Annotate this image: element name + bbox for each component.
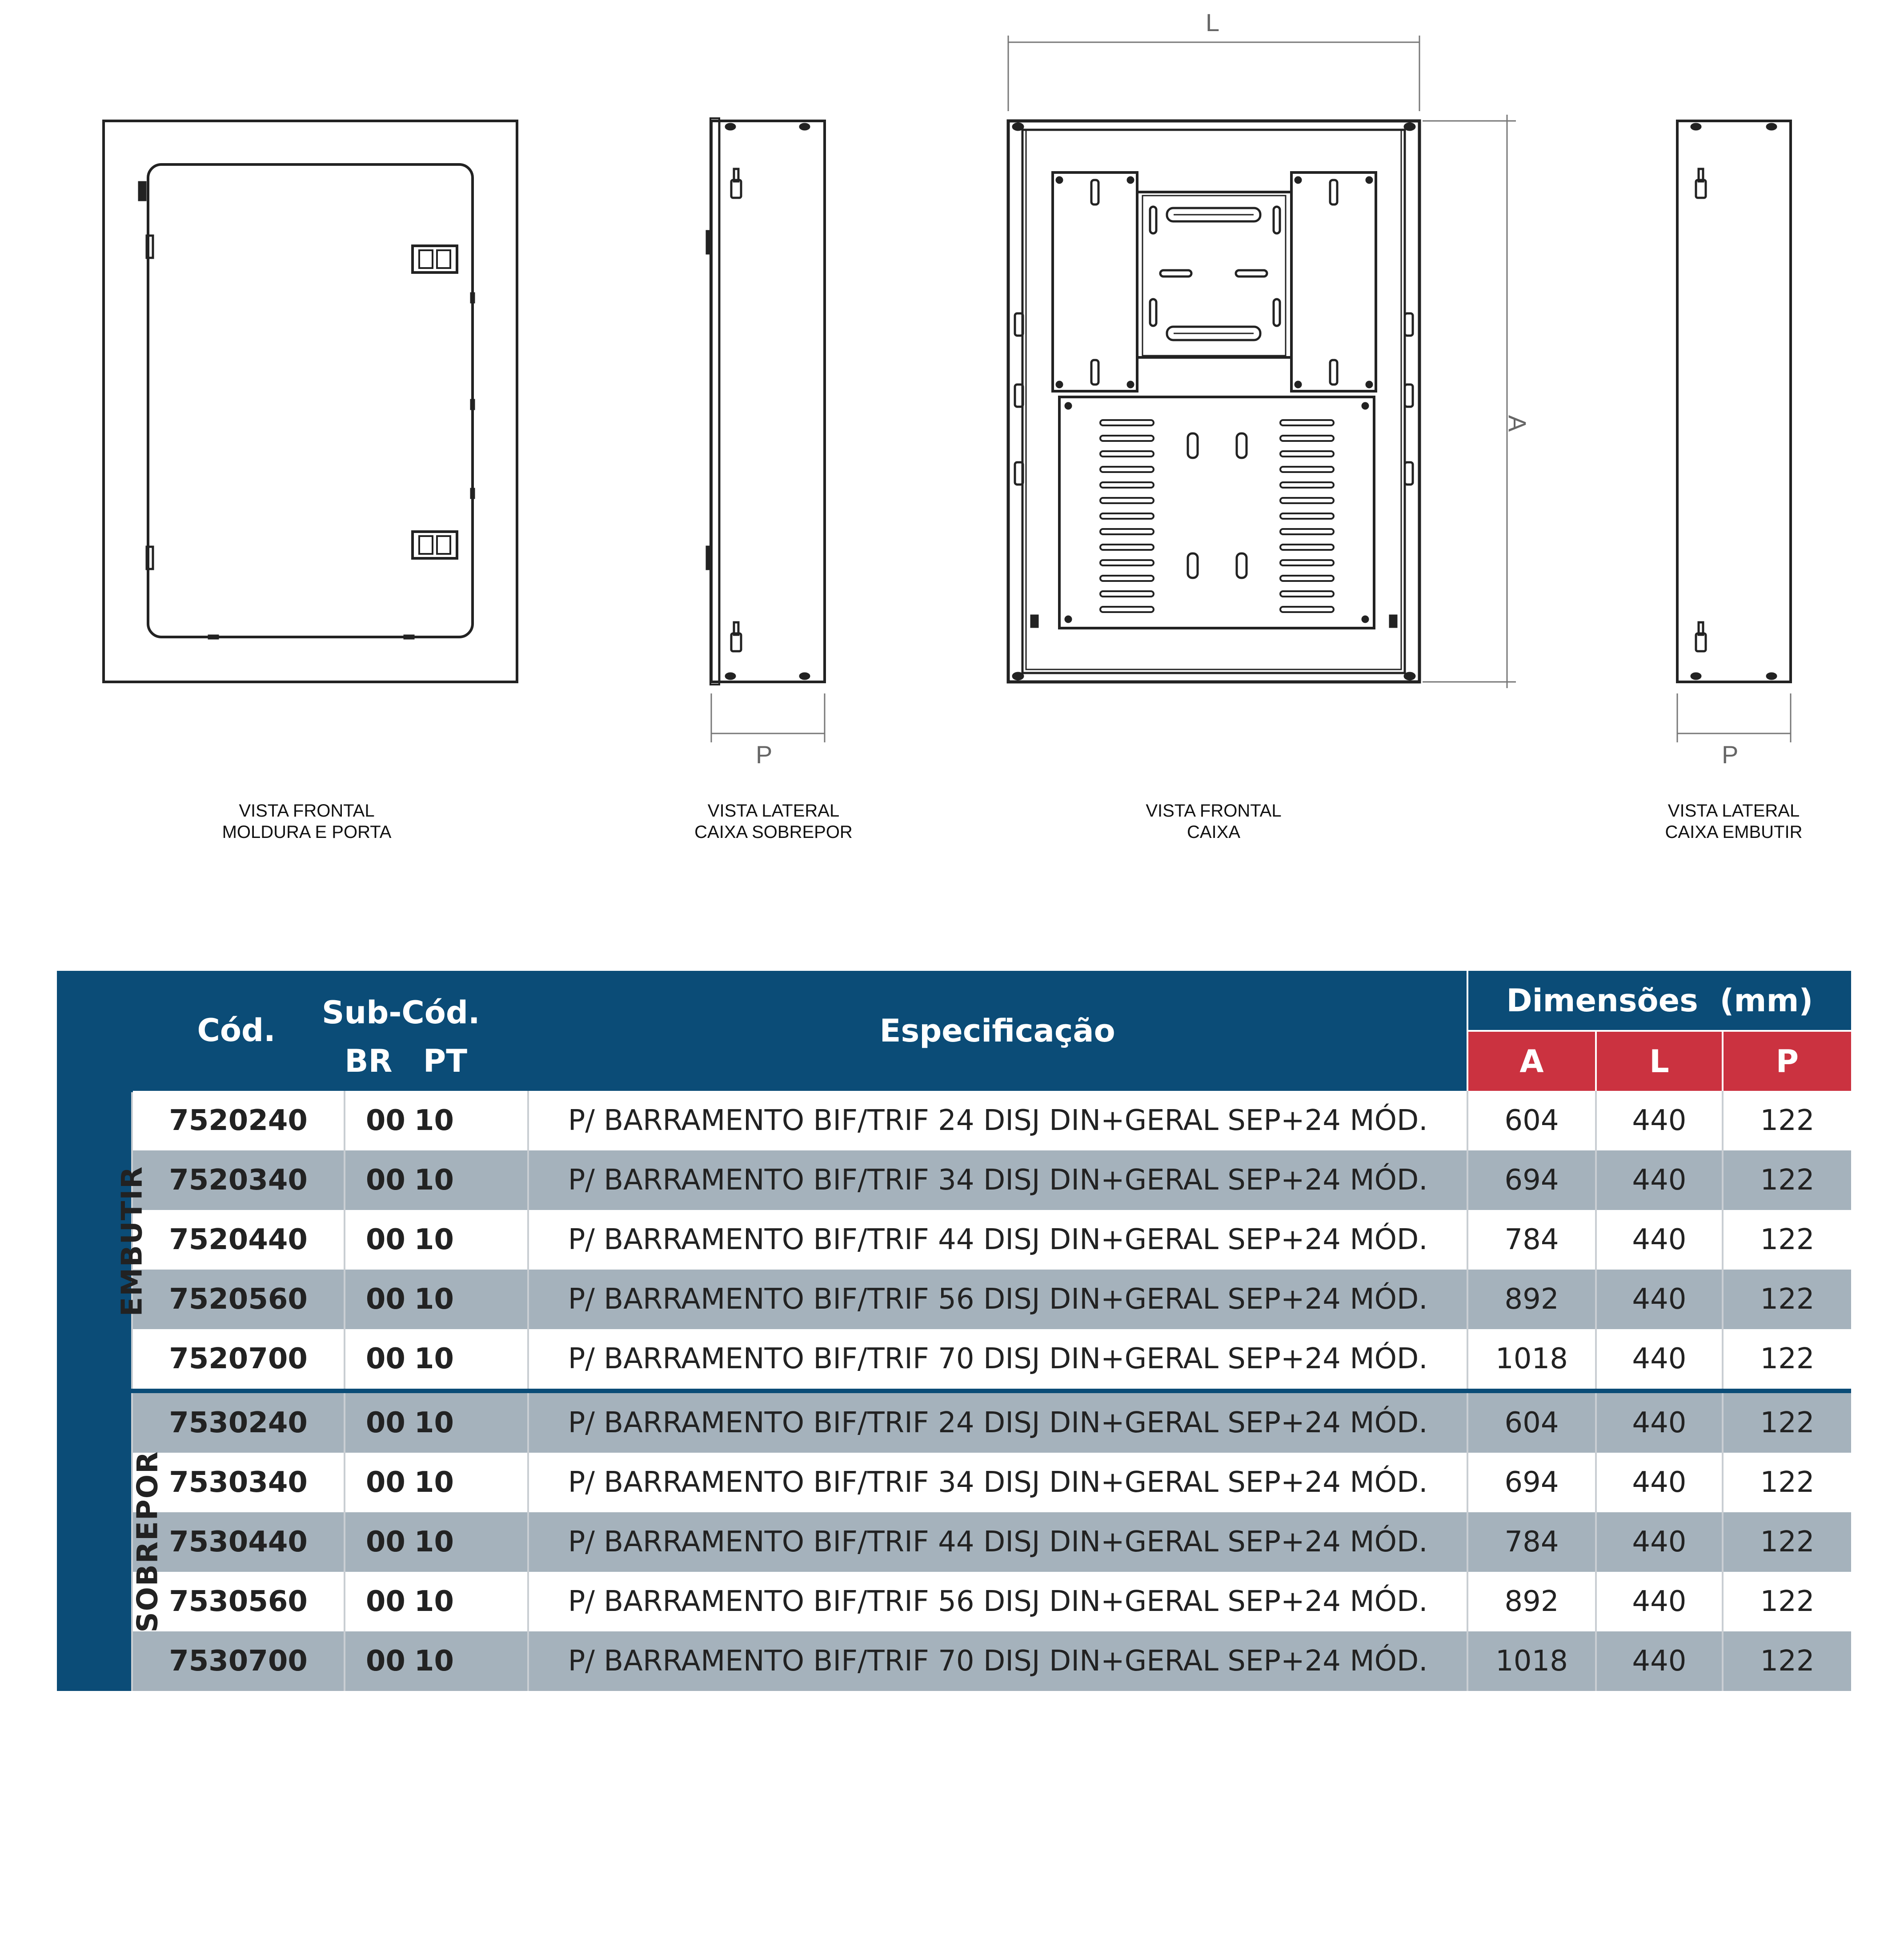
cell-dim-a: 892 (1467, 1572, 1596, 1631)
cell-dim-p: 122 (1723, 1329, 1851, 1391)
perforation-slot (1280, 576, 1334, 581)
cell-cod: 7520340 (132, 1150, 345, 1210)
perforation-slot (1100, 576, 1154, 581)
cell-spec: P/ BARRAMENTO BIF/TRIF 56 DISJ DIN+GERAL SEP+24 MÓD. (528, 1270, 1467, 1329)
cell-dim-a: 784 (1467, 1512, 1596, 1572)
caption-front-frame: VISTA FRONTAL MOLDURA E PORTA (222, 801, 392, 842)
group-label-sobrepor: SOBREPOR (57, 1391, 132, 1691)
perforation-slot (1100, 529, 1154, 534)
header-pt: PT (414, 1031, 528, 1091)
caption-side-surface: VISTA LATERAL CAIXA SOBREPOR (694, 801, 853, 842)
cell-dim-l: 440 (1596, 1210, 1723, 1270)
cell-pt: 10 (414, 1329, 528, 1391)
header-p: P (1723, 1031, 1851, 1091)
cell-cod: 7530240 (132, 1391, 345, 1453)
cell-br: 00 (345, 1150, 414, 1210)
front-box-drawing (1008, 36, 1516, 688)
dimension-a-label: A (1503, 415, 1532, 432)
cell-dim-p: 122 (1723, 1631, 1851, 1691)
cell-pt: 10 (414, 1091, 528, 1150)
table-row (57, 1091, 1851, 1150)
table-row (57, 1631, 1851, 1691)
perforation-slot (1280, 607, 1334, 612)
cell-pt: 10 (414, 1150, 528, 1210)
cell-cod: 7520560 (132, 1270, 345, 1329)
cell-spec: P/ BARRAMENTO BIF/TRIF 44 DISJ DIN+GERAL SEP+24 MÓD. (528, 1512, 1467, 1572)
perforation-slot (1280, 482, 1334, 488)
group-label-embutir: EMBUTIR (57, 1091, 132, 1391)
header-cod: Cód. (57, 971, 345, 1091)
cell-dim-l: 440 (1596, 1091, 1723, 1150)
perforation-slot (1100, 591, 1154, 597)
cell-pt: 10 (414, 1391, 528, 1453)
cell-dim-p: 122 (1723, 1391, 1851, 1453)
cell-br: 00 (345, 1512, 414, 1572)
cell-dim-l: 440 (1596, 1572, 1723, 1631)
cell-dim-a: 1018 (1467, 1631, 1596, 1691)
header-sub-cod: Sub-Cód. (345, 971, 528, 1031)
cell-br: 00 (345, 1391, 414, 1453)
cell-dim-l: 440 (1596, 1270, 1723, 1329)
cell-dim-p: 122 (1723, 1572, 1851, 1631)
cell-pt: 10 (414, 1210, 528, 1270)
perforation-slot (1100, 560, 1154, 565)
perforation-slot (1280, 545, 1334, 550)
cell-dim-l: 440 (1596, 1631, 1723, 1691)
perforation-slot (1100, 451, 1154, 457)
cell-dim-p: 122 (1723, 1270, 1851, 1329)
cell-br: 00 (345, 1631, 414, 1691)
front-frame-door-drawing (104, 121, 517, 682)
cell-spec: P/ BARRAMENTO BIF/TRIF 70 DISJ DIN+GERAL SEP+24 MÓD. (528, 1631, 1467, 1691)
perforation-slot (1100, 607, 1154, 612)
cell-pt: 10 (414, 1270, 528, 1329)
header-dimensoes: Dimensões (mm) (1467, 971, 1851, 1031)
cell-dim-a: 694 (1467, 1453, 1596, 1512)
cell-pt: 10 (414, 1631, 528, 1691)
cell-dim-a: 604 (1467, 1391, 1596, 1453)
perforation-slot (1280, 467, 1334, 472)
cell-dim-a: 784 (1467, 1210, 1596, 1270)
cell-dim-l: 440 (1596, 1150, 1723, 1210)
cell-dim-a: 1018 (1467, 1329, 1596, 1391)
technical-drawings (0, 0, 1904, 889)
table-row (57, 1453, 1851, 1512)
header-br: BR (345, 1031, 414, 1091)
cell-pt: 10 (414, 1453, 528, 1512)
perforation-slot (1280, 436, 1334, 441)
perforation-slot (1280, 451, 1334, 457)
cell-pt: 10 (414, 1512, 528, 1572)
cell-spec: P/ BARRAMENTO BIF/TRIF 34 DISJ DIN+GERAL SEP+24 MÓD. (528, 1453, 1467, 1512)
cell-cod: 7520700 (132, 1329, 345, 1391)
perforation-slot (1100, 498, 1154, 503)
cell-br: 00 (345, 1210, 414, 1270)
cell-dim-p: 122 (1723, 1150, 1851, 1210)
cell-cod: 7530700 (132, 1631, 345, 1691)
perforation-slot (1280, 560, 1334, 565)
cell-cod: 7520440 (132, 1210, 345, 1270)
header-l: L (1596, 1031, 1723, 1091)
cell-spec: P/ BARRAMENTO BIF/TRIF 44 DISJ DIN+GERAL SEP+24 MÓD. (528, 1210, 1467, 1270)
table-row (57, 1391, 1851, 1453)
perforation-slot (1100, 420, 1154, 425)
cell-dim-a: 892 (1467, 1270, 1596, 1329)
cell-spec: P/ BARRAMENTO BIF/TRIF 24 DISJ DIN+GERAL SEP+24 MÓD. (528, 1391, 1467, 1453)
caption-front-box: VISTA FRONTAL CAIXA (1146, 801, 1282, 842)
table-row (57, 1512, 1851, 1572)
specification-table (57, 971, 1851, 1691)
cell-cod: 7520240 (132, 1091, 345, 1150)
cell-dim-l: 440 (1596, 1512, 1723, 1572)
header-especificacao: Especificação (528, 971, 1467, 1091)
cell-dim-l: 440 (1596, 1391, 1723, 1453)
perforation-slot (1100, 513, 1154, 519)
cell-dim-p: 122 (1723, 1091, 1851, 1150)
header-a: A (1467, 1031, 1596, 1091)
caption-side-flush: VISTA LATERAL CAIXA EMBUTIR (1665, 801, 1803, 842)
side-flush-box-drawing (1677, 121, 1791, 742)
perforation-slot (1100, 467, 1154, 472)
table-row (57, 1572, 1851, 1631)
cell-spec: P/ BARRAMENTO BIF/TRIF 70 DISJ DIN+GERAL SEP+24 MÓD. (528, 1329, 1467, 1391)
cell-br: 00 (345, 1453, 414, 1512)
cell-dim-l: 440 (1596, 1453, 1723, 1512)
cell-dim-p: 122 (1723, 1210, 1851, 1270)
cell-dim-p: 122 (1723, 1512, 1851, 1572)
cell-br: 00 (345, 1270, 414, 1329)
perforation-slot (1100, 545, 1154, 550)
cell-cod: 7530440 (132, 1512, 345, 1572)
perforation-slot (1100, 482, 1154, 488)
cell-dim-a: 604 (1467, 1091, 1596, 1150)
dimension-p-label-flush: P (1722, 741, 1739, 769)
perforation-slot (1280, 591, 1334, 597)
perforation-slot (1280, 498, 1334, 503)
cell-br: 00 (345, 1329, 414, 1391)
cell-dim-l: 440 (1596, 1329, 1723, 1391)
cell-br: 00 (345, 1091, 414, 1150)
perforation-slot (1280, 420, 1334, 425)
cell-pt: 10 (414, 1572, 528, 1631)
dimension-l-label: L (1206, 8, 1220, 36)
perforation-slot (1100, 436, 1154, 441)
perforation-slot (1280, 513, 1334, 519)
cell-spec: P/ BARRAMENTO BIF/TRIF 24 DISJ DIN+GERAL SEP+24 MÓD. (528, 1091, 1467, 1150)
perforation-slot (1280, 529, 1334, 534)
cell-br: 00 (345, 1572, 414, 1631)
table-row (57, 1150, 1851, 1210)
dimension-p-label-surface: P (756, 741, 773, 769)
cell-spec: P/ BARRAMENTO BIF/TRIF 34 DISJ DIN+GERAL SEP+24 MÓD. (528, 1150, 1467, 1210)
cell-cod: 7530340 (132, 1453, 345, 1512)
table-row (57, 1210, 1851, 1270)
table-row (57, 1329, 1851, 1391)
cell-spec: P/ BARRAMENTO BIF/TRIF 56 DISJ DIN+GERAL SEP+24 MÓD. (528, 1572, 1467, 1631)
cell-cod: 7530560 (132, 1572, 345, 1631)
cell-dim-p: 122 (1723, 1453, 1851, 1512)
cell-dim-a: 694 (1467, 1150, 1596, 1210)
side-surface-box-drawing (707, 118, 825, 742)
table-row (57, 1270, 1851, 1329)
